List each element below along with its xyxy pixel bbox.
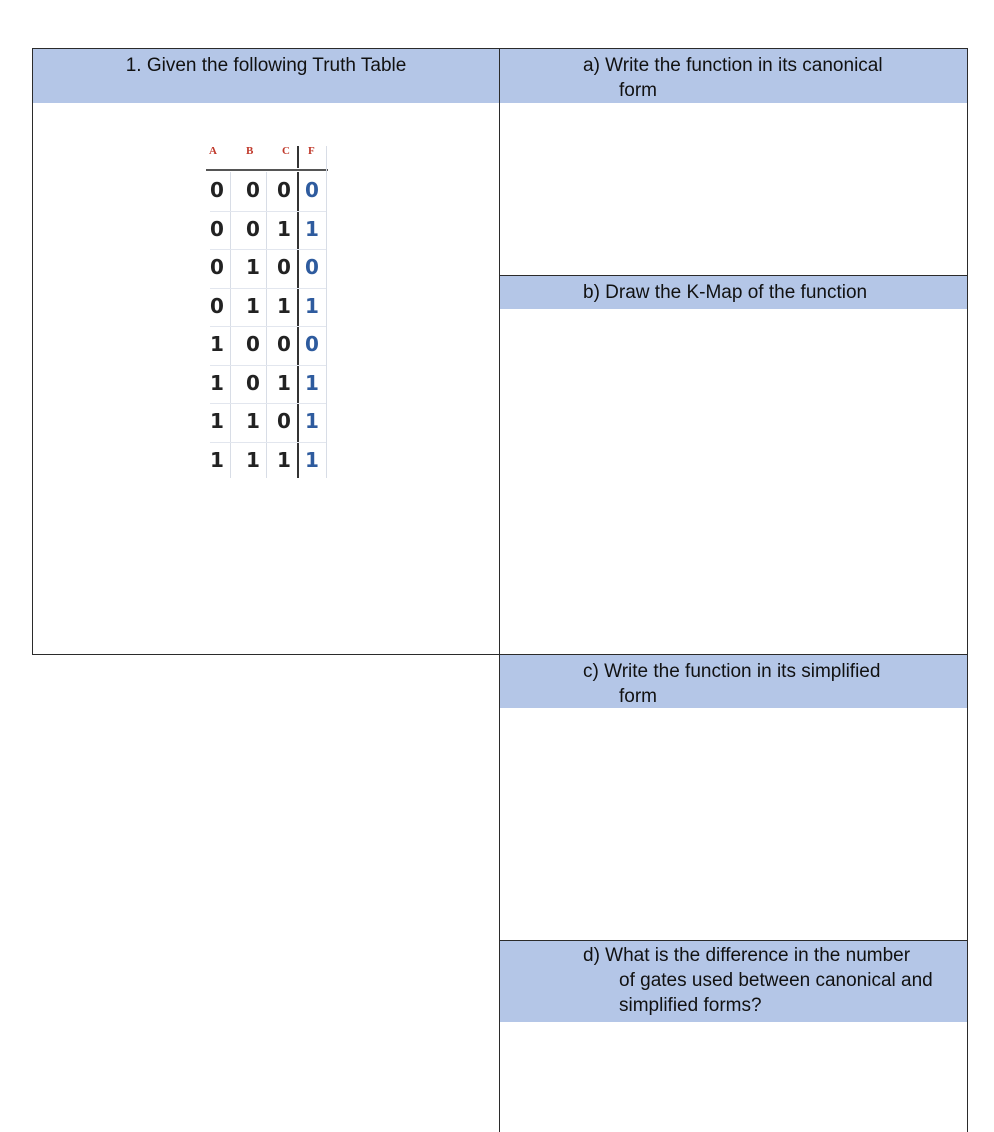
input-value: 0 xyxy=(277,178,291,202)
grid-line xyxy=(210,288,326,289)
input-value: 0 xyxy=(210,255,224,279)
input-value: 1 xyxy=(210,447,224,472)
output-value: 1 xyxy=(305,370,319,395)
truth-table-row xyxy=(204,249,330,287)
input-value: 1 xyxy=(277,293,291,318)
input-value: 0 xyxy=(277,409,291,433)
input-value: 1 xyxy=(246,293,260,318)
input-value: 1 xyxy=(210,370,224,395)
truth-table-image xyxy=(204,142,330,482)
output-value: 0 xyxy=(305,332,319,356)
part-c-line-2: form xyxy=(619,686,657,707)
part-c-line-1: c) Write the function in its simplified xyxy=(583,661,881,682)
truth-table-header xyxy=(204,142,330,168)
truth-table-row xyxy=(204,288,330,326)
question-1-title: 1. Given the following Truth Table xyxy=(125,55,407,76)
part-d-line-1: d) What is the difference in the number xyxy=(583,945,911,966)
part-a-answer-area[interactable] xyxy=(499,103,968,276)
part-b-line-1: b) Draw the K-Map of the function xyxy=(583,282,868,303)
input-value: 1 xyxy=(210,409,224,433)
input-value: 0 xyxy=(246,370,260,395)
part-a-header xyxy=(499,48,968,104)
input-value: 0 xyxy=(210,216,224,241)
truth-table-row xyxy=(204,211,330,249)
input-value: 1 xyxy=(277,216,291,241)
input-value: 0 xyxy=(277,255,291,279)
part-a-line-2: form xyxy=(619,80,657,101)
part-a-line-1: a) Write the function in its canonical xyxy=(583,55,883,76)
part-d-answer-area[interactable] xyxy=(499,1022,968,1132)
part-d-line-3: simplified forms? xyxy=(619,995,762,1016)
grid-line xyxy=(210,326,326,327)
input-value: 0 xyxy=(210,293,224,318)
part-c-answer-area[interactable] xyxy=(499,708,968,941)
part-d-header xyxy=(499,940,968,1023)
grid-line xyxy=(210,211,326,212)
input-value: 1 xyxy=(246,409,260,433)
header-a: A xyxy=(209,145,217,157)
part-b-answer-area[interactable] xyxy=(499,309,968,655)
part-b-header xyxy=(499,275,968,310)
input-value: 0 xyxy=(246,216,260,241)
header-f: F xyxy=(308,145,315,157)
header-separator xyxy=(297,146,299,168)
header-c: C xyxy=(282,145,290,157)
input-value: 0 xyxy=(246,332,260,356)
truth-table-row xyxy=(204,403,330,441)
input-value: 1 xyxy=(277,447,291,472)
question-1-header xyxy=(32,48,500,104)
grid-line xyxy=(210,249,326,250)
input-value: 0 xyxy=(210,178,224,202)
input-value: 0 xyxy=(277,332,291,356)
input-value: 1 xyxy=(210,332,224,356)
grid-line xyxy=(210,365,326,366)
grid-line xyxy=(210,442,326,443)
input-value: 1 xyxy=(246,255,260,279)
truth-table-row xyxy=(204,326,330,364)
truth-table-row xyxy=(204,365,330,403)
input-value: 1 xyxy=(277,370,291,395)
output-value: 1 xyxy=(305,216,319,241)
truth-table-row xyxy=(204,172,330,210)
truth-table-row xyxy=(204,442,330,480)
input-value: 0 xyxy=(246,178,260,202)
input-value: 1 xyxy=(246,447,260,472)
output-value: 0 xyxy=(305,178,319,202)
output-value: 0 xyxy=(305,255,319,279)
output-value: 1 xyxy=(305,293,319,318)
grid-line xyxy=(210,403,326,404)
part-d-line-2: of gates used between canonical and xyxy=(619,970,933,991)
part-c-header xyxy=(499,654,968,709)
output-value: 1 xyxy=(305,447,319,472)
output-value: 1 xyxy=(305,409,319,433)
header-rule xyxy=(206,169,328,171)
header-b: B xyxy=(246,145,254,157)
